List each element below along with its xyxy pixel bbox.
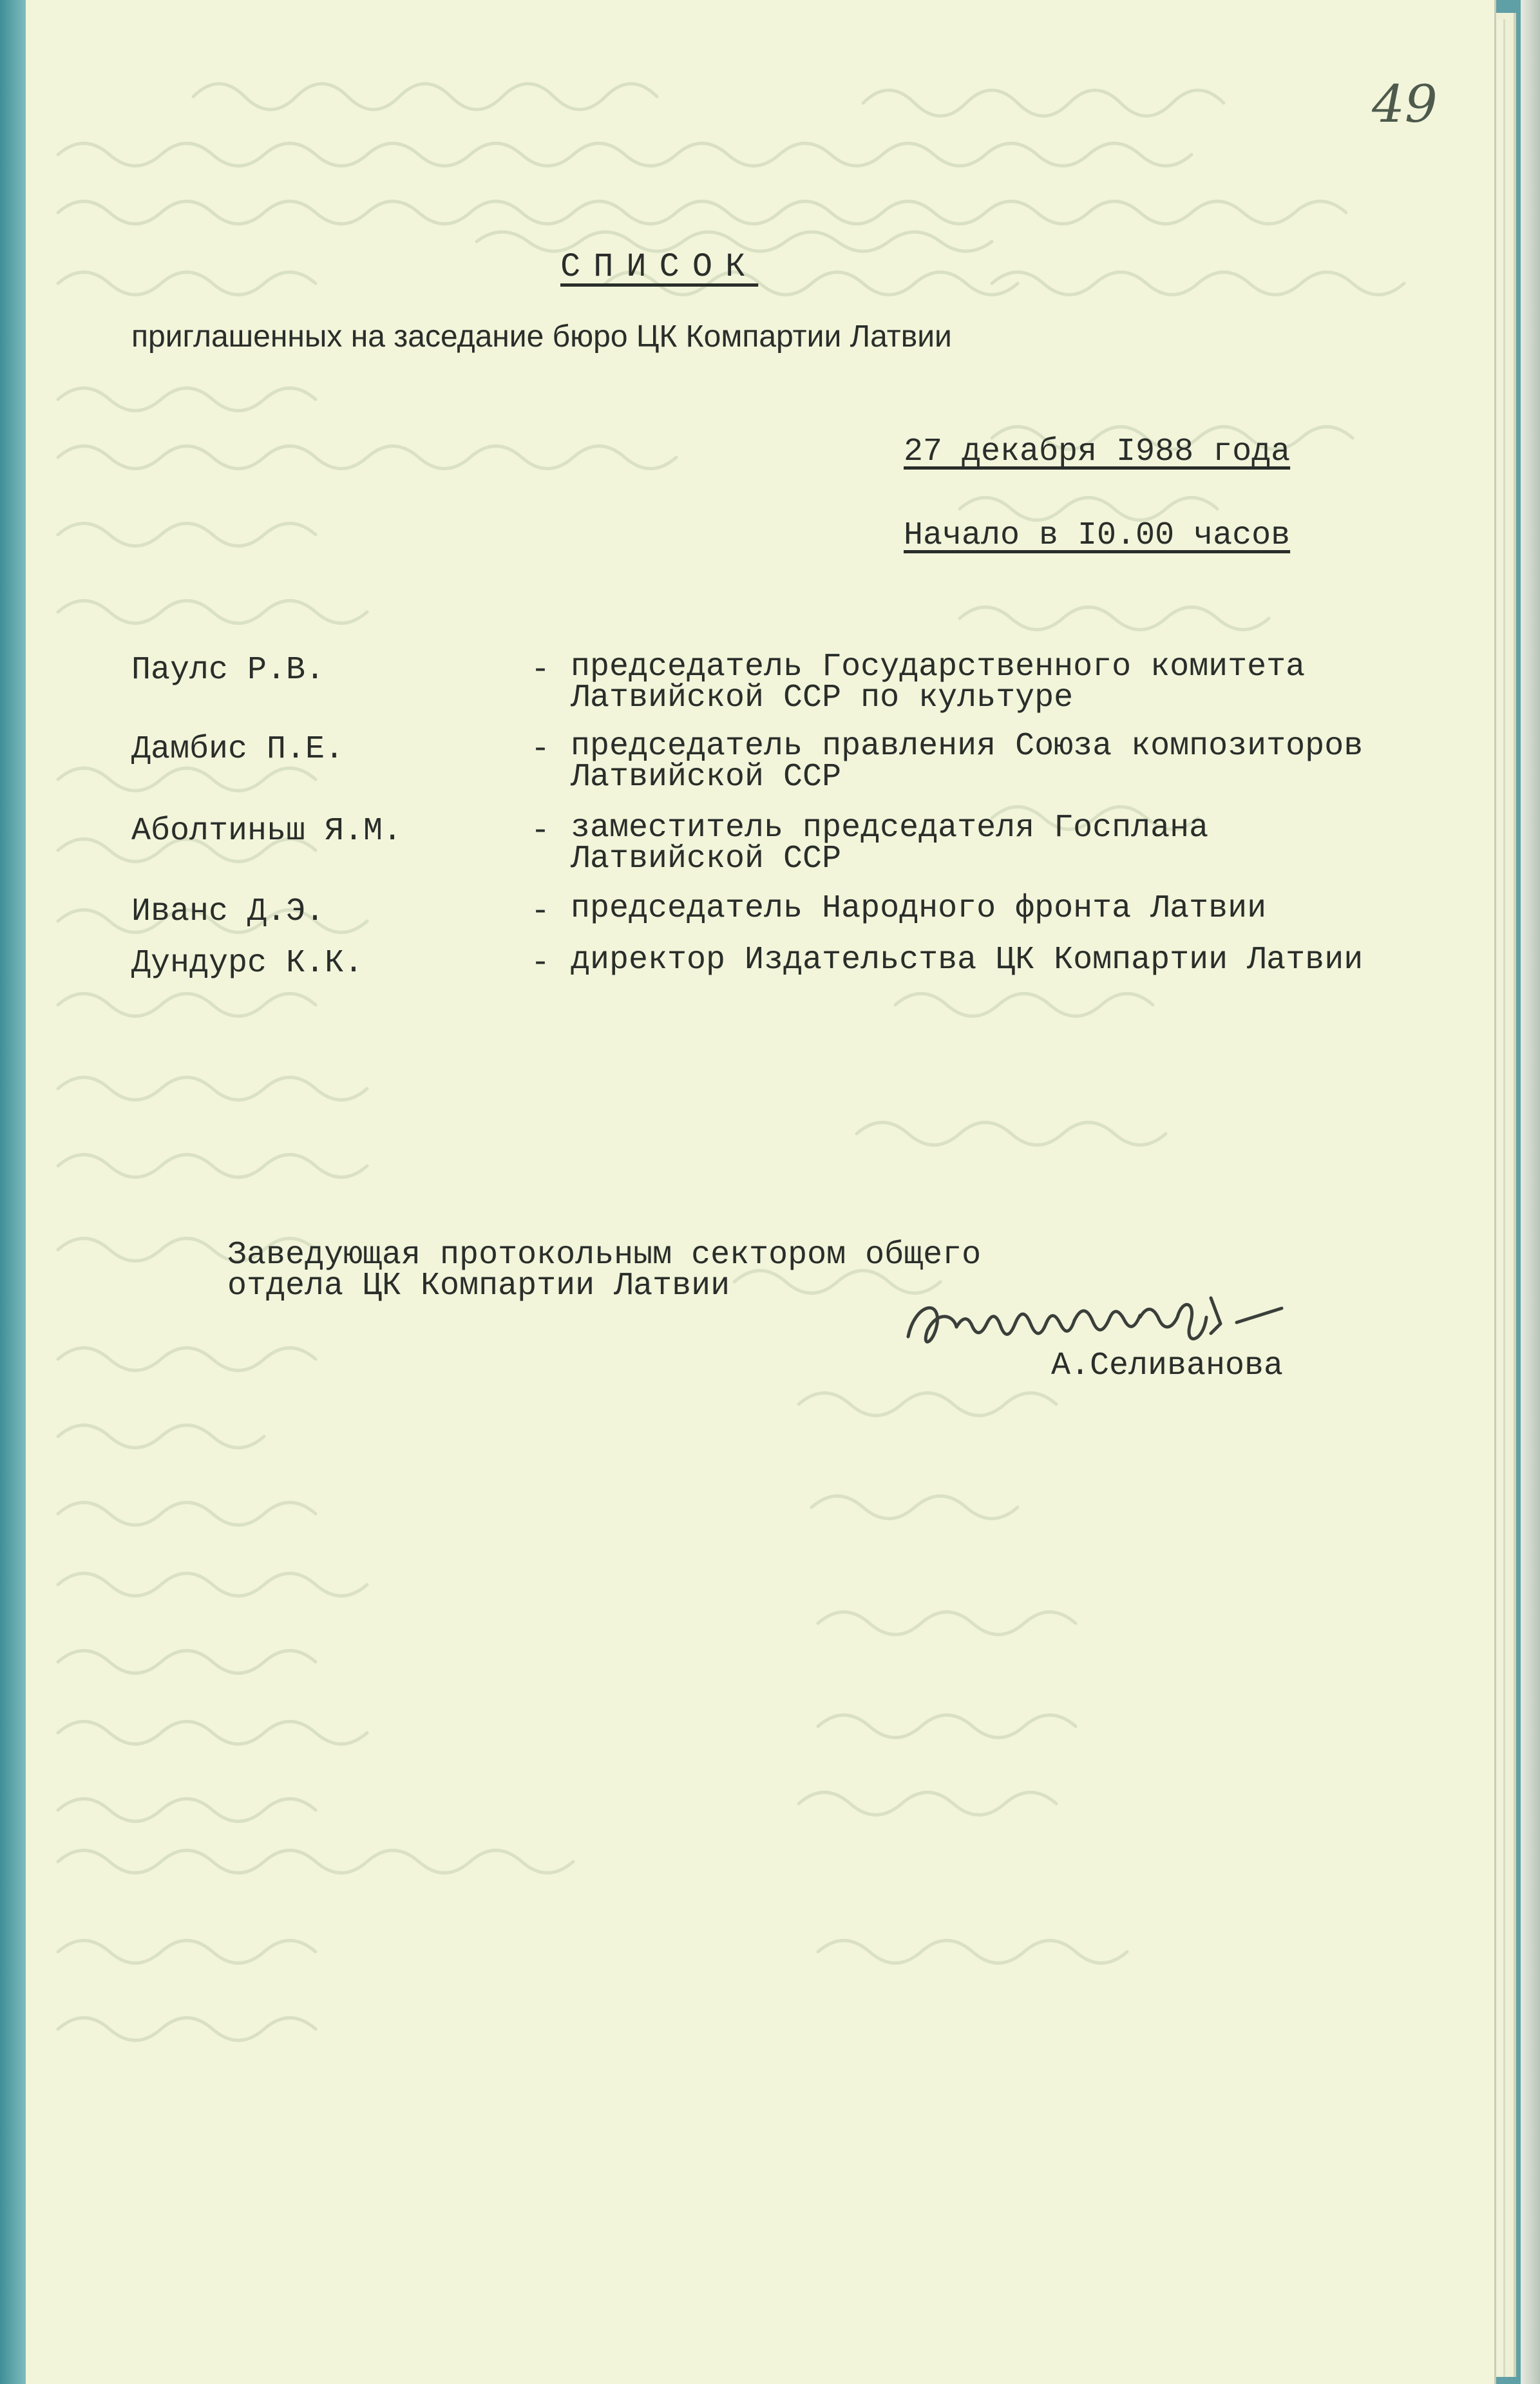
folio-number: 49 <box>1372 74 1438 134</box>
invitee-dash: - <box>531 731 551 768</box>
invitee-position <box>571 810 1209 877</box>
invitee-dash: - <box>531 652 551 689</box>
invitee-position <box>571 649 1306 716</box>
folder-edge-left <box>0 0 26 2384</box>
footer-title-line-2: отдела ЦК Компартии Латвии <box>227 1268 730 1304</box>
signer-name: А.Селиванова <box>1051 1348 1284 1384</box>
invitee-position <box>571 728 1364 796</box>
invitee-position-line: председатель правления Союза композиторов <box>571 728 1364 765</box>
invitee-dash: - <box>531 945 551 982</box>
document-subtitle: приглашенных на заседание бюро ЦК Компартии Латвии <box>131 319 952 354</box>
meeting-start-time: Начало в I0.00 часов <box>904 517 1291 554</box>
document-title: СПИСОК <box>560 248 759 286</box>
invitee-position-line: Латвийской ССР <box>571 759 842 796</box>
meeting-date: 27 декабря I988 года <box>904 434 1291 470</box>
invitee-position-line: директор Издательства ЦК Компартии Латвии <box>571 942 1364 978</box>
invitee-name: Иванс Д.Э. <box>131 893 325 930</box>
invitee-position-line: заместитель председателя Госплана <box>571 810 1209 846</box>
invitee-position-line: Латвийской ССР по культуре <box>571 680 1074 716</box>
invitee-position-line: председатель Народного фронта Латвии <box>571 890 1267 927</box>
invitee-name: Дундурс К.К. <box>131 945 364 982</box>
invitee-name: Дамбис П.Е. <box>131 731 345 768</box>
invitee-position-line: Латвийской ССР <box>571 841 842 877</box>
invitee-name: Паулс Р.В. <box>131 652 325 689</box>
document-page <box>26 0 1496 2384</box>
show-through-handwriting <box>26 0 1494 2384</box>
footer-title-line-1: Заведующая протокольным сектором общего <box>227 1237 982 1273</box>
invitee-position-line: председатель Государственного комитета <box>571 649 1306 685</box>
invitee-position <box>571 942 1364 978</box>
invitee-dash: - <box>531 893 551 930</box>
folder-edge-right <box>1521 0 1540 2384</box>
invitee-name: Аболтиньш Я.М. <box>131 813 403 850</box>
invitee-position <box>571 890 1267 927</box>
invitee-dash: - <box>531 813 551 850</box>
